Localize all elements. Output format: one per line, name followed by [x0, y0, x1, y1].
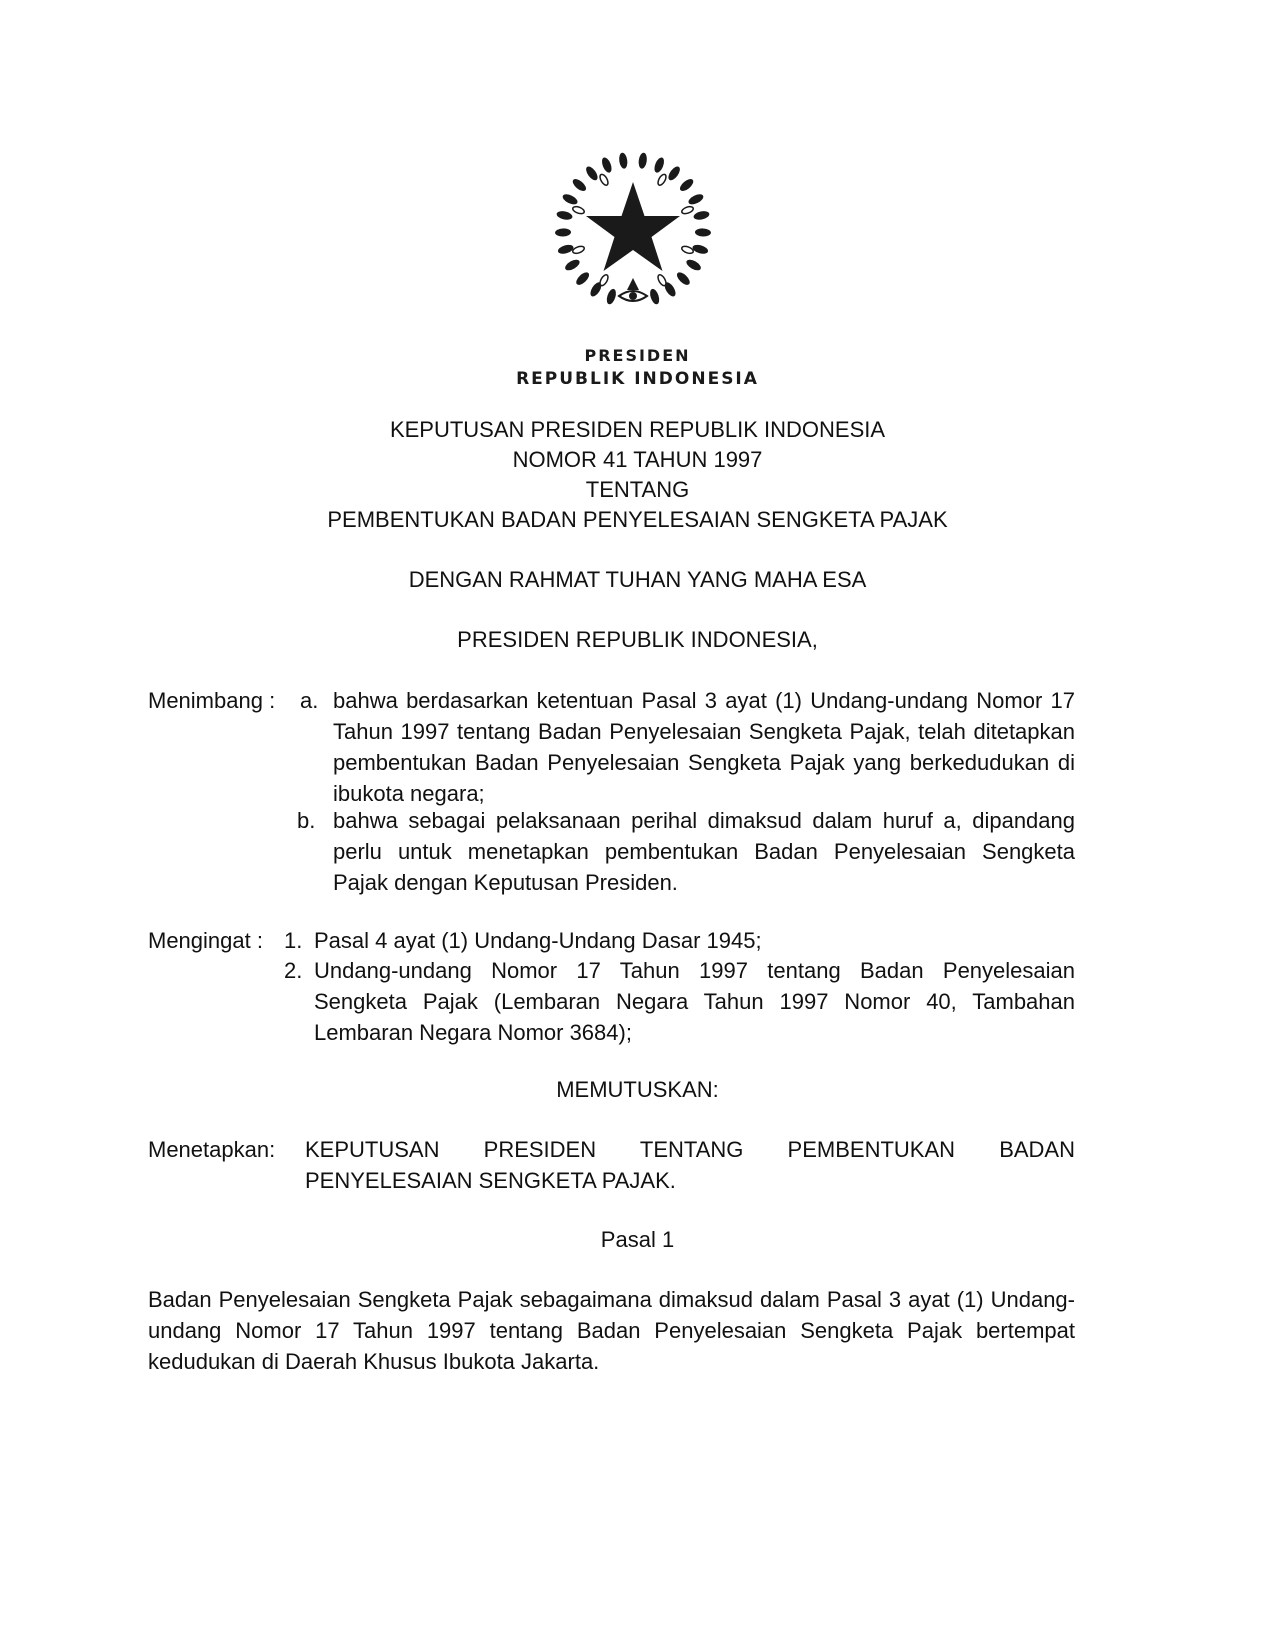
memutuskan-heading: MEMUTUSKAN: [556, 1077, 719, 1102]
menetapkan-label: Menetapkan: [148, 1137, 276, 1162]
menimbang-marker-a: a. [300, 688, 319, 713]
menimbang-item-b: bahwa sebagai pelaksanaan perihal dimaksud dalam huruf a, dipandang perlu untuk menetapkan pembentukan Badan Penyelesaian Sengketa Pajak dengan Keputusan Presiden. [333, 808, 1075, 895]
decree-number: NOMOR 41 TAHUN 1997 [512, 447, 763, 472]
menimbang-label: Menimbang : [148, 688, 276, 713]
menimbang-item-a: bahwa berdasarkan ketentuan Pasal 3 ayat (1) Undang-undang Nomor 17 Tahun 1997 tentang Badan Penyelesaian Sengketa Pajak, telah ditetapkan pembentukan Badan Penyelesaian Sengketa Pajak yang berkedudukan di ibukota negara; [333, 688, 1075, 806]
menetapkan-text: KEPUTUSAN PRESIDEN TENTANG PEMBENTUKAN BADAN PENYELESAIAN SENGKETA PAJAK. [305, 1137, 1075, 1193]
pasal-1-heading: Pasal 1 [600, 1227, 675, 1252]
decree-title: KEPUTUSAN PRESIDEN REPUBLIK INDONESIA [389, 417, 886, 442]
mengingat-marker-1: 1. [284, 928, 303, 953]
decree-subject: PEMBENTUKAN BADAN PENYELESAIAN SENGKETA PAJAK [327, 507, 948, 532]
president-heading: PRESIDEN REPUBLIK INDONESIA, [457, 627, 818, 652]
decree-about: TENTANG [585, 477, 690, 502]
mengingat-marker-2: 2. [284, 958, 303, 983]
invocation: DENGAN RAHMAT TUHAN YANG MAHA ESA [408, 567, 867, 592]
presidential-emblem-icon [553, 150, 713, 310]
mengingat-label: Mengingat : [148, 928, 263, 953]
mengingat-item-1: Pasal 4 ayat (1) Undang-Undang Dasar 1945; [314, 928, 762, 953]
pasal-1-text: Badan Penyelesaian Sengketa Pajak sebagaimana dimaksud dalam Pasal 3 ayat (1) Undang-undang Nomor 17 Tahun 1997 tentang Badan Penyelesaian Sengketa Pajak bertempat kedudukan di Daerah Khusus Ibukota Jakarta. [148, 1287, 1075, 1374]
menimbang-marker-b: b. [297, 808, 316, 833]
office-line-1: PRESIDEN [584, 346, 691, 365]
office-line-2: REPUBLIK INDONESIA [516, 369, 759, 389]
mengingat-item-2: Undang-undang Nomor 17 Tahun 1997 tentang Badan Penyelesaian Sengketa Pajak (Lembaran Negara Tahun 1997 Nomor 40, Tambahan Lembaran Negara Nomor 3684); [314, 958, 1075, 1045]
